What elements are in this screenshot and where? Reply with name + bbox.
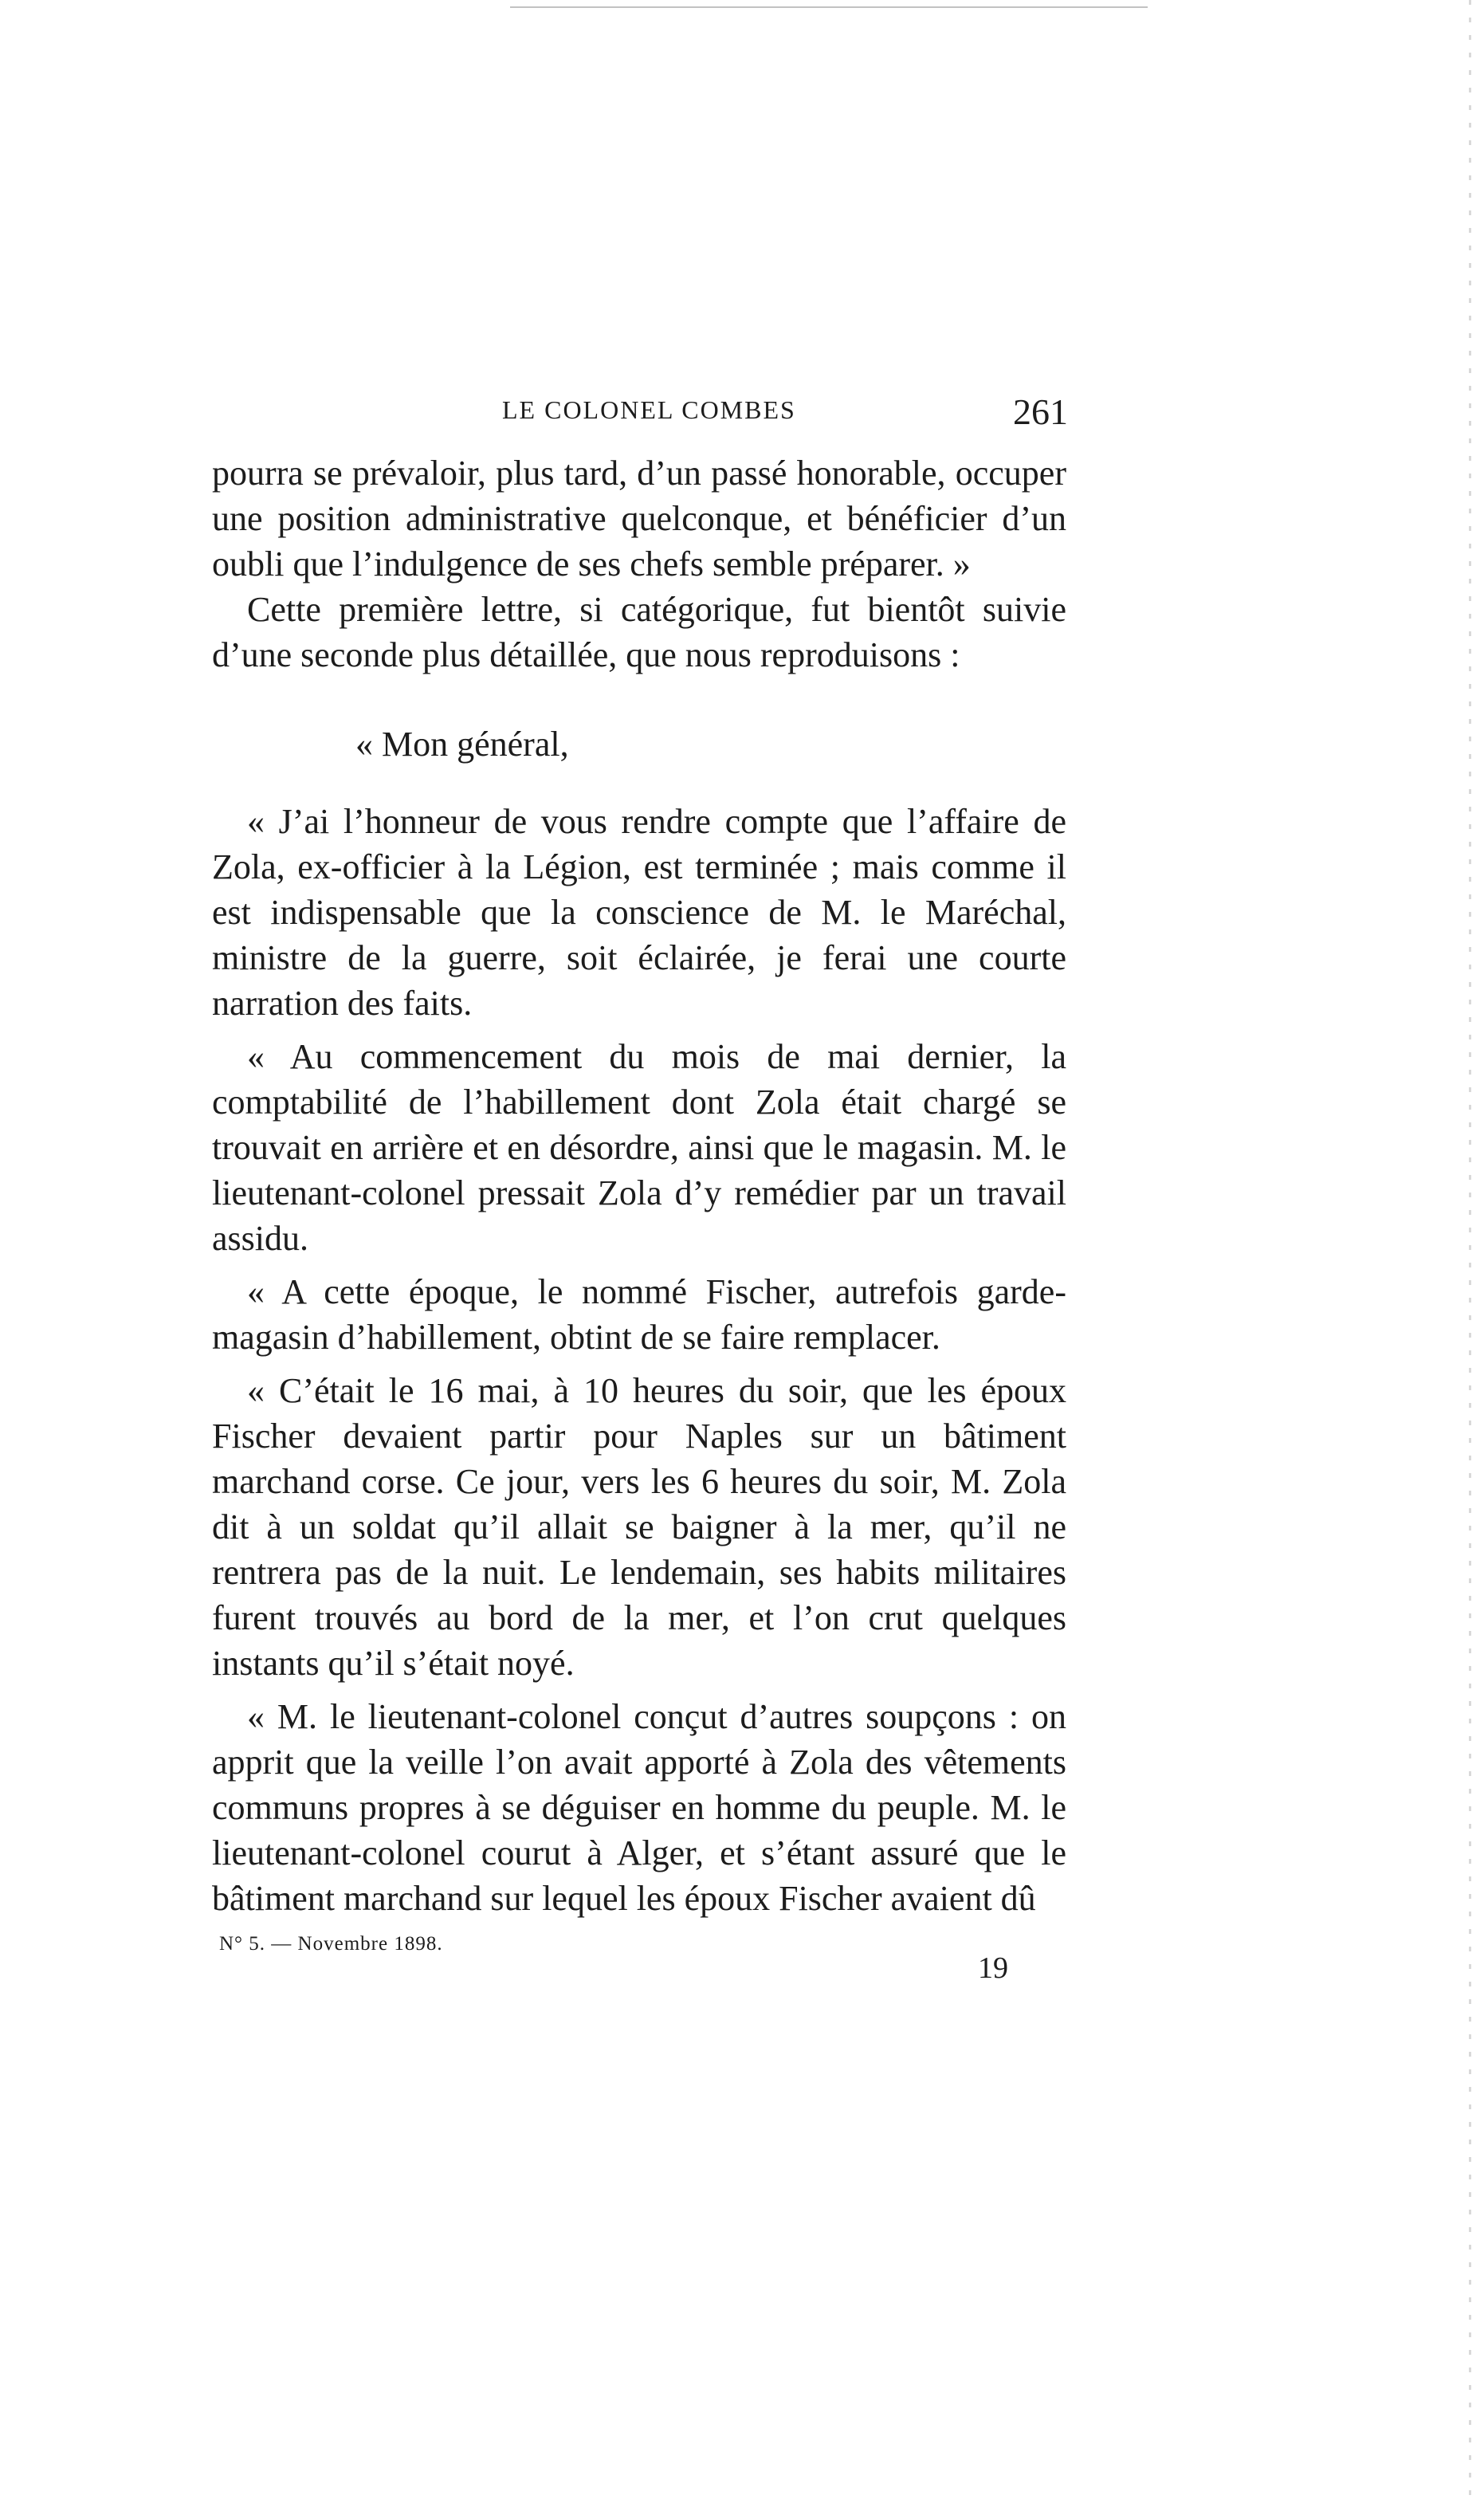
body-text [212, 450, 1066, 1921]
paragraph: Cette première lettre, si catégorique, fut bientôt suivie d’une seconde plus détaillée, que nous reproduisons : [212, 590, 1066, 674]
running-head [215, 391, 1068, 438]
running-title: LE COLONEL COMBES [502, 395, 796, 424]
paragraph-continuation: pourra se prévaloir, plus tard, d’un passé honorable, occuper une position administrative quelconque, et bénéficier d’un oubli que l’indulgence de ses chefs semble préparer. » [212, 454, 1066, 584]
paragraph: « M. le lieutenant-colonel conçut d’autres soupçons : on apprit que la veille l’on avait apporté à Zola des vêtements communs propres à se déguiser en homme du peuple. M. le lieutenant-colonel courut à Alger, et s’étant assuré que le bâtiment marchand sur lequel les époux Fischer avaient dû [212, 1697, 1066, 1918]
page-number: 261 [1013, 391, 1068, 432]
paragraph: « J’ai l’honneur de vous rendre compte que l’affaire de Zola, ex-officier à la Légion, est terminée ; mais comme il est indispensable que la conscience de M. le Maréchal, ministre de la guerre, soit éclairée, je ferai une courte narration des faits. [212, 802, 1066, 1023]
page-edge-speckle [1469, 0, 1471, 2507]
top-edge-rule [510, 6, 1148, 8]
page-footer [219, 1933, 1008, 1997]
paragraph: « C’était le 16 mai, à 10 heures du soir, que les époux Fischer devaient partir pour Naples sur un bâtiment marchand corse. Ce jour, vers les 6 heures du soir, M. Zola dit à un soldat qu’il allait se baigner à la mer, qu’il ne rentrera pas de la nuit. Le lendemain, ses habits militaires furent trouvés au bord de la mer, et l’on crut quelques instants qu’il s’était noyé. [212, 1371, 1066, 1683]
issue-line: N° 5. — Novembre 1898. [219, 1933, 443, 1955]
signature-mark: 19 [978, 1951, 1008, 1985]
paragraph: « A cette époque, le nommé Fischer, autrefois garde-magasin d’habillement, obtint de se faire remplacer. [212, 1272, 1066, 1357]
letter-salutation: « Mon général, [355, 725, 569, 764]
paragraph: « Au commencement du mois de mai dernier, la comptabilité de l’habillement dont Zola était chargé se trouvait en arrière et en désordre, ainsi que le magasin. M. le lieutenant-colonel pressait Zola d’y remédier par un travail assidu. [212, 1037, 1066, 1258]
